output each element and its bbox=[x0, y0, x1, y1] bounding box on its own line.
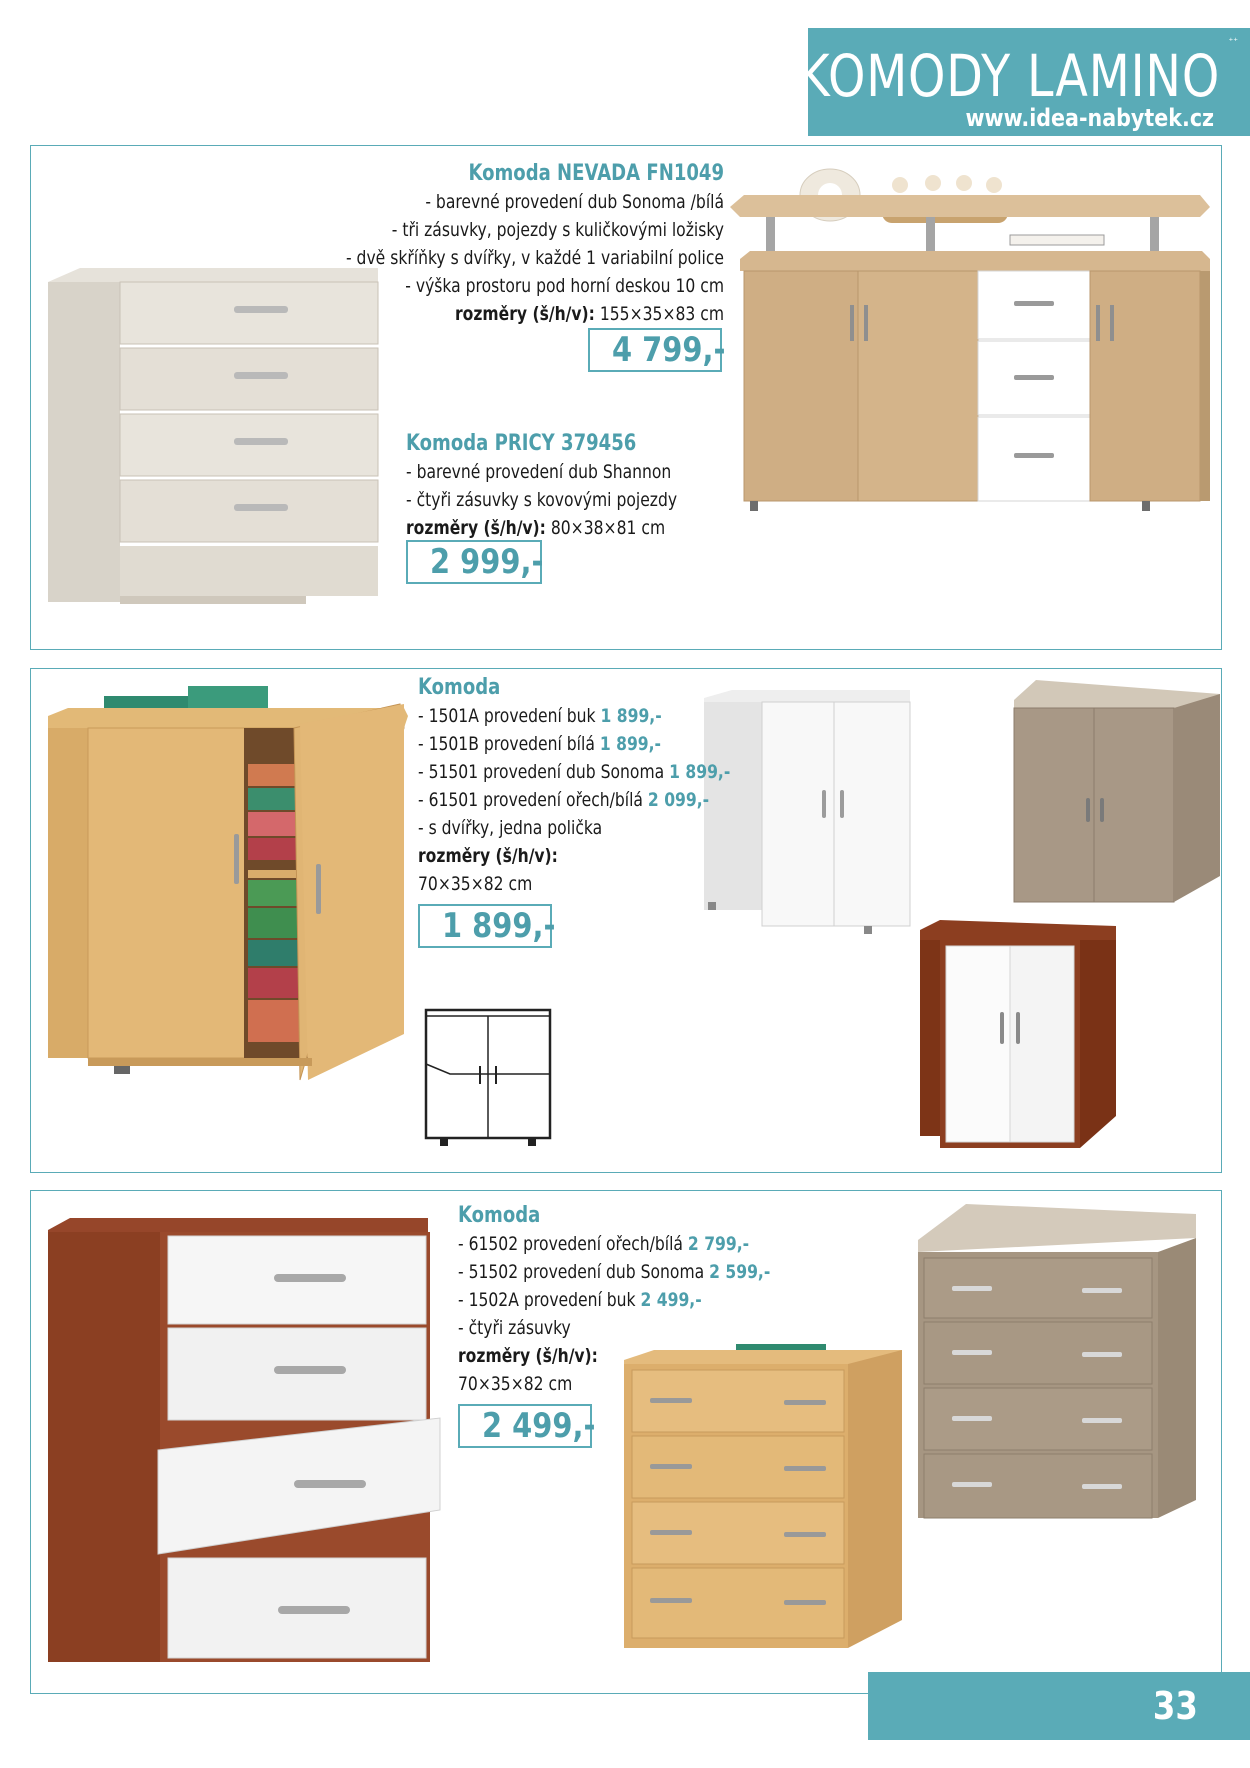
section-2-title: Komoda bbox=[418, 675, 501, 700]
nevada-line: - barevné provedení dub Sonoma /bílá bbox=[425, 191, 724, 213]
feature-line: - čtyři zásuvky bbox=[458, 1317, 571, 1339]
feature-line: - s dvířky, jedna polička bbox=[418, 817, 603, 839]
walnut-white-cabinet-image bbox=[920, 920, 1120, 1160]
nevada-dimensions bbox=[346, 300, 724, 328]
dims-value: 70×35×82 cm bbox=[458, 1373, 573, 1395]
pricy-chest-image bbox=[48, 268, 388, 618]
variant-price: 1 899,- bbox=[599, 733, 662, 755]
nevada-line: - dvě skříňky s dvířky, v každé 1 variabilní police bbox=[345, 247, 724, 269]
dims-label: rozměry (š/h/v): bbox=[418, 845, 558, 867]
variant-line: - 61502 provedení ořech/bílá 2 799,- bbox=[458, 1233, 750, 1255]
variant-price: 2 099,- bbox=[647, 789, 710, 811]
variant-line: - 51502 provedení dub Sonoma 2 599,- bbox=[458, 1261, 771, 1283]
section-2-price: 1 899,- bbox=[442, 906, 556, 946]
nevada-line: - výška prostoru pod horní deskou 10 cm bbox=[405, 275, 724, 297]
variant-line: - 51501 provedení dub Sonoma 1 899,- bbox=[418, 761, 731, 783]
variant-price: 1 899,- bbox=[600, 705, 662, 727]
dims-value: 155×35×83 cm bbox=[594, 303, 724, 325]
nevada-sideboard-image bbox=[730, 155, 1210, 520]
nevada-description bbox=[346, 160, 724, 328]
pricy-line: - barevné provedení dub Shannon bbox=[406, 461, 672, 483]
section-2-price-tag bbox=[418, 904, 556, 948]
sonoma-chest-image bbox=[918, 1204, 1198, 1534]
variant-price: 2 799,- bbox=[687, 1233, 750, 1255]
nevada-price: 4 799,- bbox=[612, 330, 726, 370]
pricy-price: 2 999,- bbox=[430, 542, 544, 582]
nevada-line: - tři zásuvky, pojezdy s kuličkovými ložisky bbox=[391, 219, 724, 241]
brand-mark: ⁺⁺ bbox=[1228, 36, 1238, 46]
nevada-title: Komoda NEVADA FN1049 bbox=[468, 161, 724, 186]
dims-label: rozměry (š/h/v): bbox=[458, 1345, 598, 1367]
variant-line: - 1501B provedení bílá 1 899,- bbox=[418, 733, 662, 755]
page-number: 33 bbox=[1153, 1684, 1198, 1728]
nevada-price-tag bbox=[588, 328, 726, 372]
pricy-description bbox=[406, 430, 677, 542]
pricy-title: Komoda PRICY 379456 bbox=[406, 431, 637, 456]
section-3-price-tag bbox=[458, 1404, 596, 1448]
variant-price: 2 599,- bbox=[709, 1261, 771, 1283]
walnut-white-chest-image bbox=[48, 1218, 448, 1668]
page-title: KOMODY LAMINO bbox=[798, 42, 1220, 110]
dims-label: rozměry (š/h/v): bbox=[406, 517, 546, 539]
dims-label: rozměry (š/h/v): bbox=[454, 303, 595, 325]
pricy-line: - čtyři zásuvky s kovovými pojezdy bbox=[406, 489, 678, 511]
variant-price: 2 499,- bbox=[640, 1289, 702, 1311]
variant-line: - 1501A provedení buk 1 899,- bbox=[418, 705, 662, 727]
variant-line: - 1502A provedení buk 2 499,- bbox=[458, 1289, 702, 1311]
white-cabinet-image bbox=[704, 690, 914, 940]
beech-cabinet-image bbox=[48, 684, 413, 1084]
dims-value: 80×38×81 cm bbox=[545, 517, 666, 539]
section-3-description bbox=[458, 1202, 770, 1398]
dims-value: 70×35×82 cm bbox=[418, 873, 533, 895]
variant-price: 1 899,- bbox=[669, 761, 731, 783]
variant-line: - 61501 provedení ořech/bílá 2 099,- bbox=[418, 789, 710, 811]
section-3-price: 2 499,- bbox=[482, 1406, 596, 1446]
pricy-dimensions bbox=[406, 514, 677, 542]
section-2-description bbox=[418, 674, 730, 898]
website-url[interactable]: www.idea-nabytek.cz bbox=[965, 104, 1214, 132]
sonoma-cabinet-image bbox=[1014, 680, 1224, 930]
section-3-title: Komoda bbox=[458, 1203, 541, 1228]
cabinet-line-drawing bbox=[420, 1004, 560, 1152]
pricy-price-tag bbox=[406, 540, 542, 584]
